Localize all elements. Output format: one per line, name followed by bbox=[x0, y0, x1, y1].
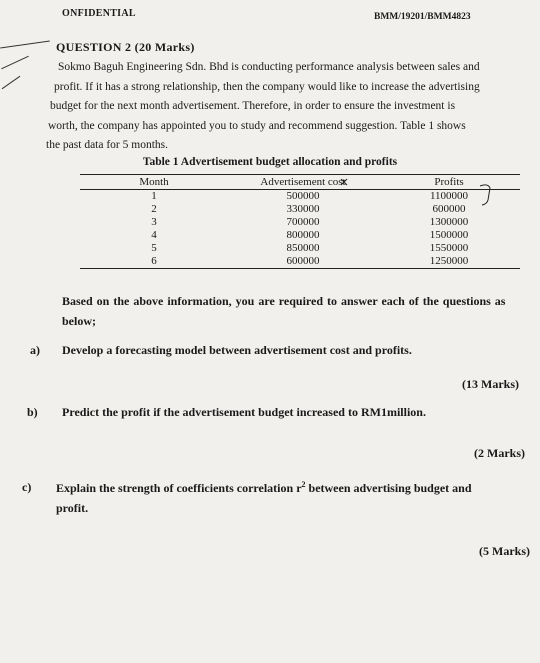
part-a-label: a) bbox=[30, 343, 40, 357]
part-a-marks: (13 Marks) bbox=[462, 377, 519, 391]
cell-cost: 600000 bbox=[228, 255, 378, 269]
cell-profit: 1500000 bbox=[429, 229, 469, 241]
paragraph-line: profit. If it has a strong relationship, then the company would like to increase the advertising bbox=[54, 80, 480, 93]
paragraph-line: worth, the company has appointed you to study and recommend suggestion. Table 1 shows bbox=[48, 119, 466, 132]
course-code: BMM/19201/BMM4823 bbox=[374, 12, 471, 22]
paragraph-line: Sokmo Baguh Engineering Sdn. Bhd is conducting performance analysis between sales and bbox=[58, 61, 480, 73]
part-c-question-line2: profit. bbox=[56, 501, 89, 515]
table-caption: Table 1 Advertisement budget allocation and profits bbox=[142, 156, 398, 168]
cell-profit: 1300000 bbox=[429, 216, 469, 228]
column-header-month: Month bbox=[80, 175, 228, 190]
cell-cost: 800000 bbox=[286, 229, 320, 241]
cell-profit: 600000 bbox=[432, 203, 466, 215]
column-header-profits: Profits bbox=[378, 175, 520, 190]
part-a-question: Develop a forecasting model between advertisement cost and profits. bbox=[62, 343, 412, 357]
part-c-text: between advertising budget and bbox=[305, 481, 472, 495]
instructions-line: below; bbox=[62, 314, 96, 328]
cell-cost: 330000 bbox=[286, 203, 320, 215]
cell-month: 3 bbox=[151, 216, 157, 228]
cell-profit: 1550000 bbox=[429, 242, 469, 254]
cell-cost: 700000 bbox=[286, 216, 320, 228]
question-title: QUESTION 2 (20 Marks) bbox=[56, 40, 195, 54]
part-b-label: b) bbox=[27, 405, 38, 419]
cell-profit: 1250000 bbox=[378, 255, 520, 269]
part-b-question: Predict the profit if the advertisement budget increased to RM1million. bbox=[62, 405, 426, 419]
column-header-advertisement-cost: Advertisement cost bbox=[228, 175, 378, 190]
pen-x-mark bbox=[341, 179, 347, 185]
cell-month: 5 bbox=[151, 242, 157, 254]
part-c-superscript: 2 bbox=[301, 480, 306, 489]
part-c-label: c) bbox=[22, 480, 32, 494]
cell-month: 1 bbox=[151, 190, 157, 202]
cell-cost: 500000 bbox=[286, 190, 320, 202]
paragraph-line: the past data for 5 months. bbox=[46, 139, 169, 151]
cell-month: 4 bbox=[151, 229, 157, 241]
cell-month: 2 bbox=[151, 203, 157, 215]
part-c-text: Explain the strength of coefficients correlation r bbox=[56, 481, 302, 495]
cell-cost: 850000 bbox=[286, 242, 320, 254]
part-c-question bbox=[56, 480, 536, 496]
confidential-label: ONFIDENTIAL bbox=[62, 8, 136, 19]
instructions bbox=[62, 294, 532, 329]
cell-profit: 1100000 bbox=[429, 190, 469, 202]
instructions-line: Based on the above information, you are required to answer each of the questions as bbox=[62, 294, 506, 308]
cell-month: 6 bbox=[80, 255, 228, 269]
paragraph-line: budget for the next month advertisement. Therefore, in order to ensure the investment is bbox=[50, 100, 456, 112]
part-c-marks: (5 Marks) bbox=[479, 544, 530, 558]
pen-bracket-mark bbox=[480, 185, 490, 205]
part-b-marks: (2 Marks) bbox=[474, 446, 525, 460]
